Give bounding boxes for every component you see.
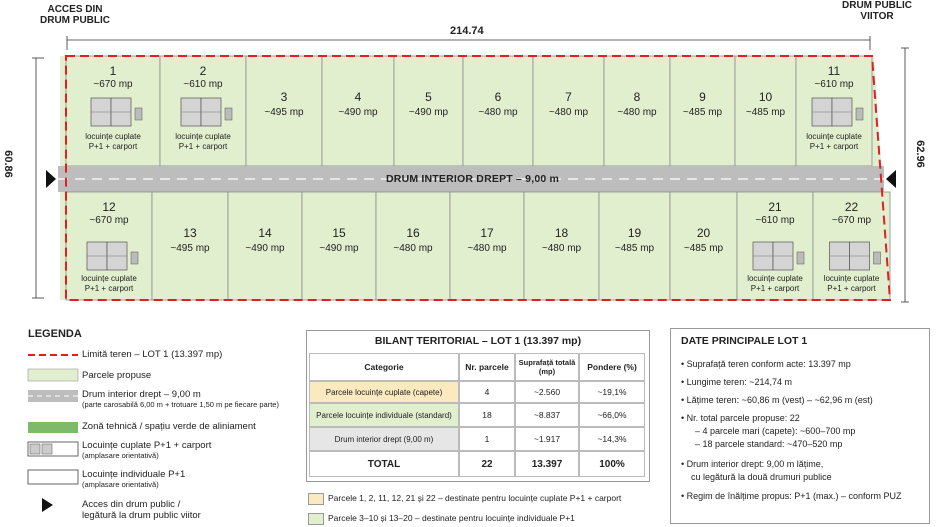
main-data-line-height: • Regim de înălțime propus: P+1 (max.) – conform PUZ [681,491,902,501]
legend-item-parcels: Parcele propuse [82,370,152,381]
legend-item-individual-houses: Locuințe individuale P+1 (amplasare orientativă) [82,469,186,489]
top-parcel-9-number: 9 [699,90,706,104]
table-row-individual-share: ~66,0% [579,403,645,427]
top-parcel-4-area: ~490 mp [338,107,378,118]
access-left-label: ACCES DIN DRUM PUBLIC [40,4,110,26]
table-row-coupled-share: ~19,1% [579,381,645,403]
width-right-dimension: 62.96 [913,140,926,168]
main-data-line-area: • Suprafață teren conform acte: 13.397 mp [681,359,851,369]
main-data-line-parcels: • Nr. total parcele propuse: 22 [681,413,800,423]
top-parcel-11-area: ~610 mp [814,79,854,90]
top-parcel-5-number: 5 [425,90,432,104]
top-parcel-3-area: ~495 mp [264,107,304,118]
bottom-parcel-13-number: 13 [183,226,197,240]
bottom-parcel-12-area: ~670 mp [89,215,129,226]
top-parcel-1-number: 1 [109,64,117,78]
width-left-dimension: 60.86 [1,150,14,178]
bottom-parcel-22-note: locuințe cuplate P+1 + carport [823,274,880,293]
top-parcel-4-number: 4 [354,90,362,104]
bottom-parcel-22-number: 22 [844,200,859,214]
note-swatch-coupled [308,493,324,505]
bottom-parcel-15-area: ~490 mp [319,243,359,254]
bottom-parcel-15-number: 15 [332,226,346,240]
table-header-category: Categorie [309,353,459,381]
top-parcel-11-note: locuințe cuplate P+1 + carport [806,132,862,151]
top-parcel-2-area: ~610 mp [183,79,223,90]
table-note-individual: Parcele 3–10 și 13–20 – destinate pentru locuințe individuale P+1 [328,513,575,523]
legend-item-green-zone: Zonă tehnică / spațiu verde de aliniament [82,421,256,432]
top-parcel-7-number: 7 [565,90,572,104]
top-parcel-2-note: locuințe cuplate P+1 + carport [175,132,231,151]
table-row-coupled-area: ~2.560 [515,381,579,403]
bottom-parcel-12-note: locuințe cuplate P+1 + carport [81,274,137,293]
main-data-line-road: • Drum interior drept: 9,00 m lățime, [681,459,824,469]
bottom-parcel-21-area: ~610 mp [755,215,795,226]
table-header-area: Suprafață totală (mp) [515,353,579,381]
legend-item-road: Drum interior drept – 9,00 m (parte carosabilă 6,00 m + trotuare 1,50 m pe fiecare parte) [82,389,279,409]
table-note-coupled: Parcele 1, 2, 11, 12, 21 și 22 – destinate pentru locuințe cuplate P+1 + carport [328,493,622,503]
top-parcel-11-number: 11 [827,64,841,78]
length-dimension: 214.74 [450,25,484,37]
top-parcel-1-note: locuințe cuplate P+1 + carport [85,132,141,151]
top-parcel-1-area: ~670 mp [93,79,133,90]
table-row-coupled-count: 4 [459,381,515,403]
top-parcel-5-area: ~490 mp [408,107,449,118]
table-row-coupled-category: Parcele locuințe cuplate (capete) [309,381,459,403]
table-header-share: Pondere (%) [579,353,645,381]
top-parcel-2-number: 2 [199,64,207,78]
top-parcel-6-area: ~480 mp [478,107,518,118]
bottom-parcel-12-number: 12 [102,200,116,214]
access-right-label: DRUM PUBLIC VIITOR [842,0,912,22]
bottom-parcel-19-area: ~485 mp [614,243,655,254]
top-parcel-3-number: 3 [280,90,288,104]
top-parcel-8-number: 8 [633,90,641,104]
table-row-road-area: ~1.917 [515,427,579,451]
access-arrow-right-icon [886,170,896,188]
top-parcel-10-number: 10 [758,90,773,104]
table-row-road-count: 1 [459,427,515,451]
top-parcel-10-area: ~485 mp [745,107,786,118]
bottom-parcel-21-note: locuințe cuplate P+1 + carport [747,274,803,293]
bottom-parcel-19-number: 19 [627,226,642,240]
table-total-share: 100% [579,451,645,477]
table-row-individual-count: 18 [459,403,515,427]
bottom-parcel-16-area: ~480 mp [393,243,433,254]
bottom-parcel-21-number: 21 [768,200,782,214]
bottom-parcel-22-area: ~670 mp [831,215,872,226]
table-total-label: TOTAL [309,451,459,477]
bottom-parcel-18-area: ~480 mp [541,243,582,254]
legend-swatches [26,346,82,522]
table-row-road-category: Drum interior drept (9,00 m) [309,427,459,451]
top-parcel-9-area: ~485 mp [682,107,723,118]
bottom-parcel-17-area: ~480 mp [467,243,507,254]
main-data-line-standard: – 18 parcele standard: ~470–520 mp [695,439,843,449]
main-data-line-large: – 4 parcele mari (capete): ~600–700 mp [695,426,856,436]
main-data-line-length: • Lungime teren: ~214,74 m [681,377,792,387]
table-row-road-share: ~14,3% [579,427,645,451]
bottom-parcel-18-number: 18 [554,226,569,240]
table-total-count: 22 [459,451,515,477]
main-data-box [670,328,930,524]
territorial-balance-table [306,330,650,482]
table-total-area: 13.397 [515,451,579,477]
bottom-parcel-20-area: ~485 mp [683,243,724,254]
note-swatch-individual [308,513,324,525]
top-parcel-6-number: 6 [494,90,502,104]
main-data-line-road-2: cu legătură la două drumuri publice [691,472,832,482]
legend-item-coupled-houses: Locuințe cuplate P+1 + carport (amplasare orientativă) [82,440,212,460]
main-data-line-width: • Lățime teren: ~60,86 m (vest) – ~62,96 m (est) [681,395,873,405]
top-parcel-7-area: ~480 mp [548,107,589,118]
bottom-parcel-20-number: 20 [696,226,711,240]
access-arrow-left-icon [46,170,56,188]
legend-title: LEGENDA [28,328,82,340]
table-title: BILANȚ TERITORIAL – LOT 1 (13.397 mp) [374,335,582,347]
table-row-individual-area: ~8.837 [515,403,579,427]
main-data-title: DATE PRINCIPALE LOT 1 [681,335,808,347]
road-label: DRUM INTERIOR DREPT – 9,00 m [386,173,560,185]
bottom-parcel-17-number: 17 [480,226,494,240]
legend-item-boundary: Limită teren – LOT 1 (13.397 mp) [82,349,223,360]
legend-item-access: Acces din drum public / legătură la drum public viitor [82,499,201,521]
bottom-parcel-13-area: ~495 mp [170,243,210,254]
table-header-count: Nr. parcele [459,353,515,381]
bottom-parcel-14-number: 14 [258,226,272,240]
bottom-parcel-16-number: 16 [406,226,420,240]
bottom-parcel-14-area: ~490 mp [245,243,285,254]
table-row-individual-category: Parcele locuințe individuale (standard) [309,403,459,427]
top-parcel-8-area: ~480 mp [617,107,657,118]
